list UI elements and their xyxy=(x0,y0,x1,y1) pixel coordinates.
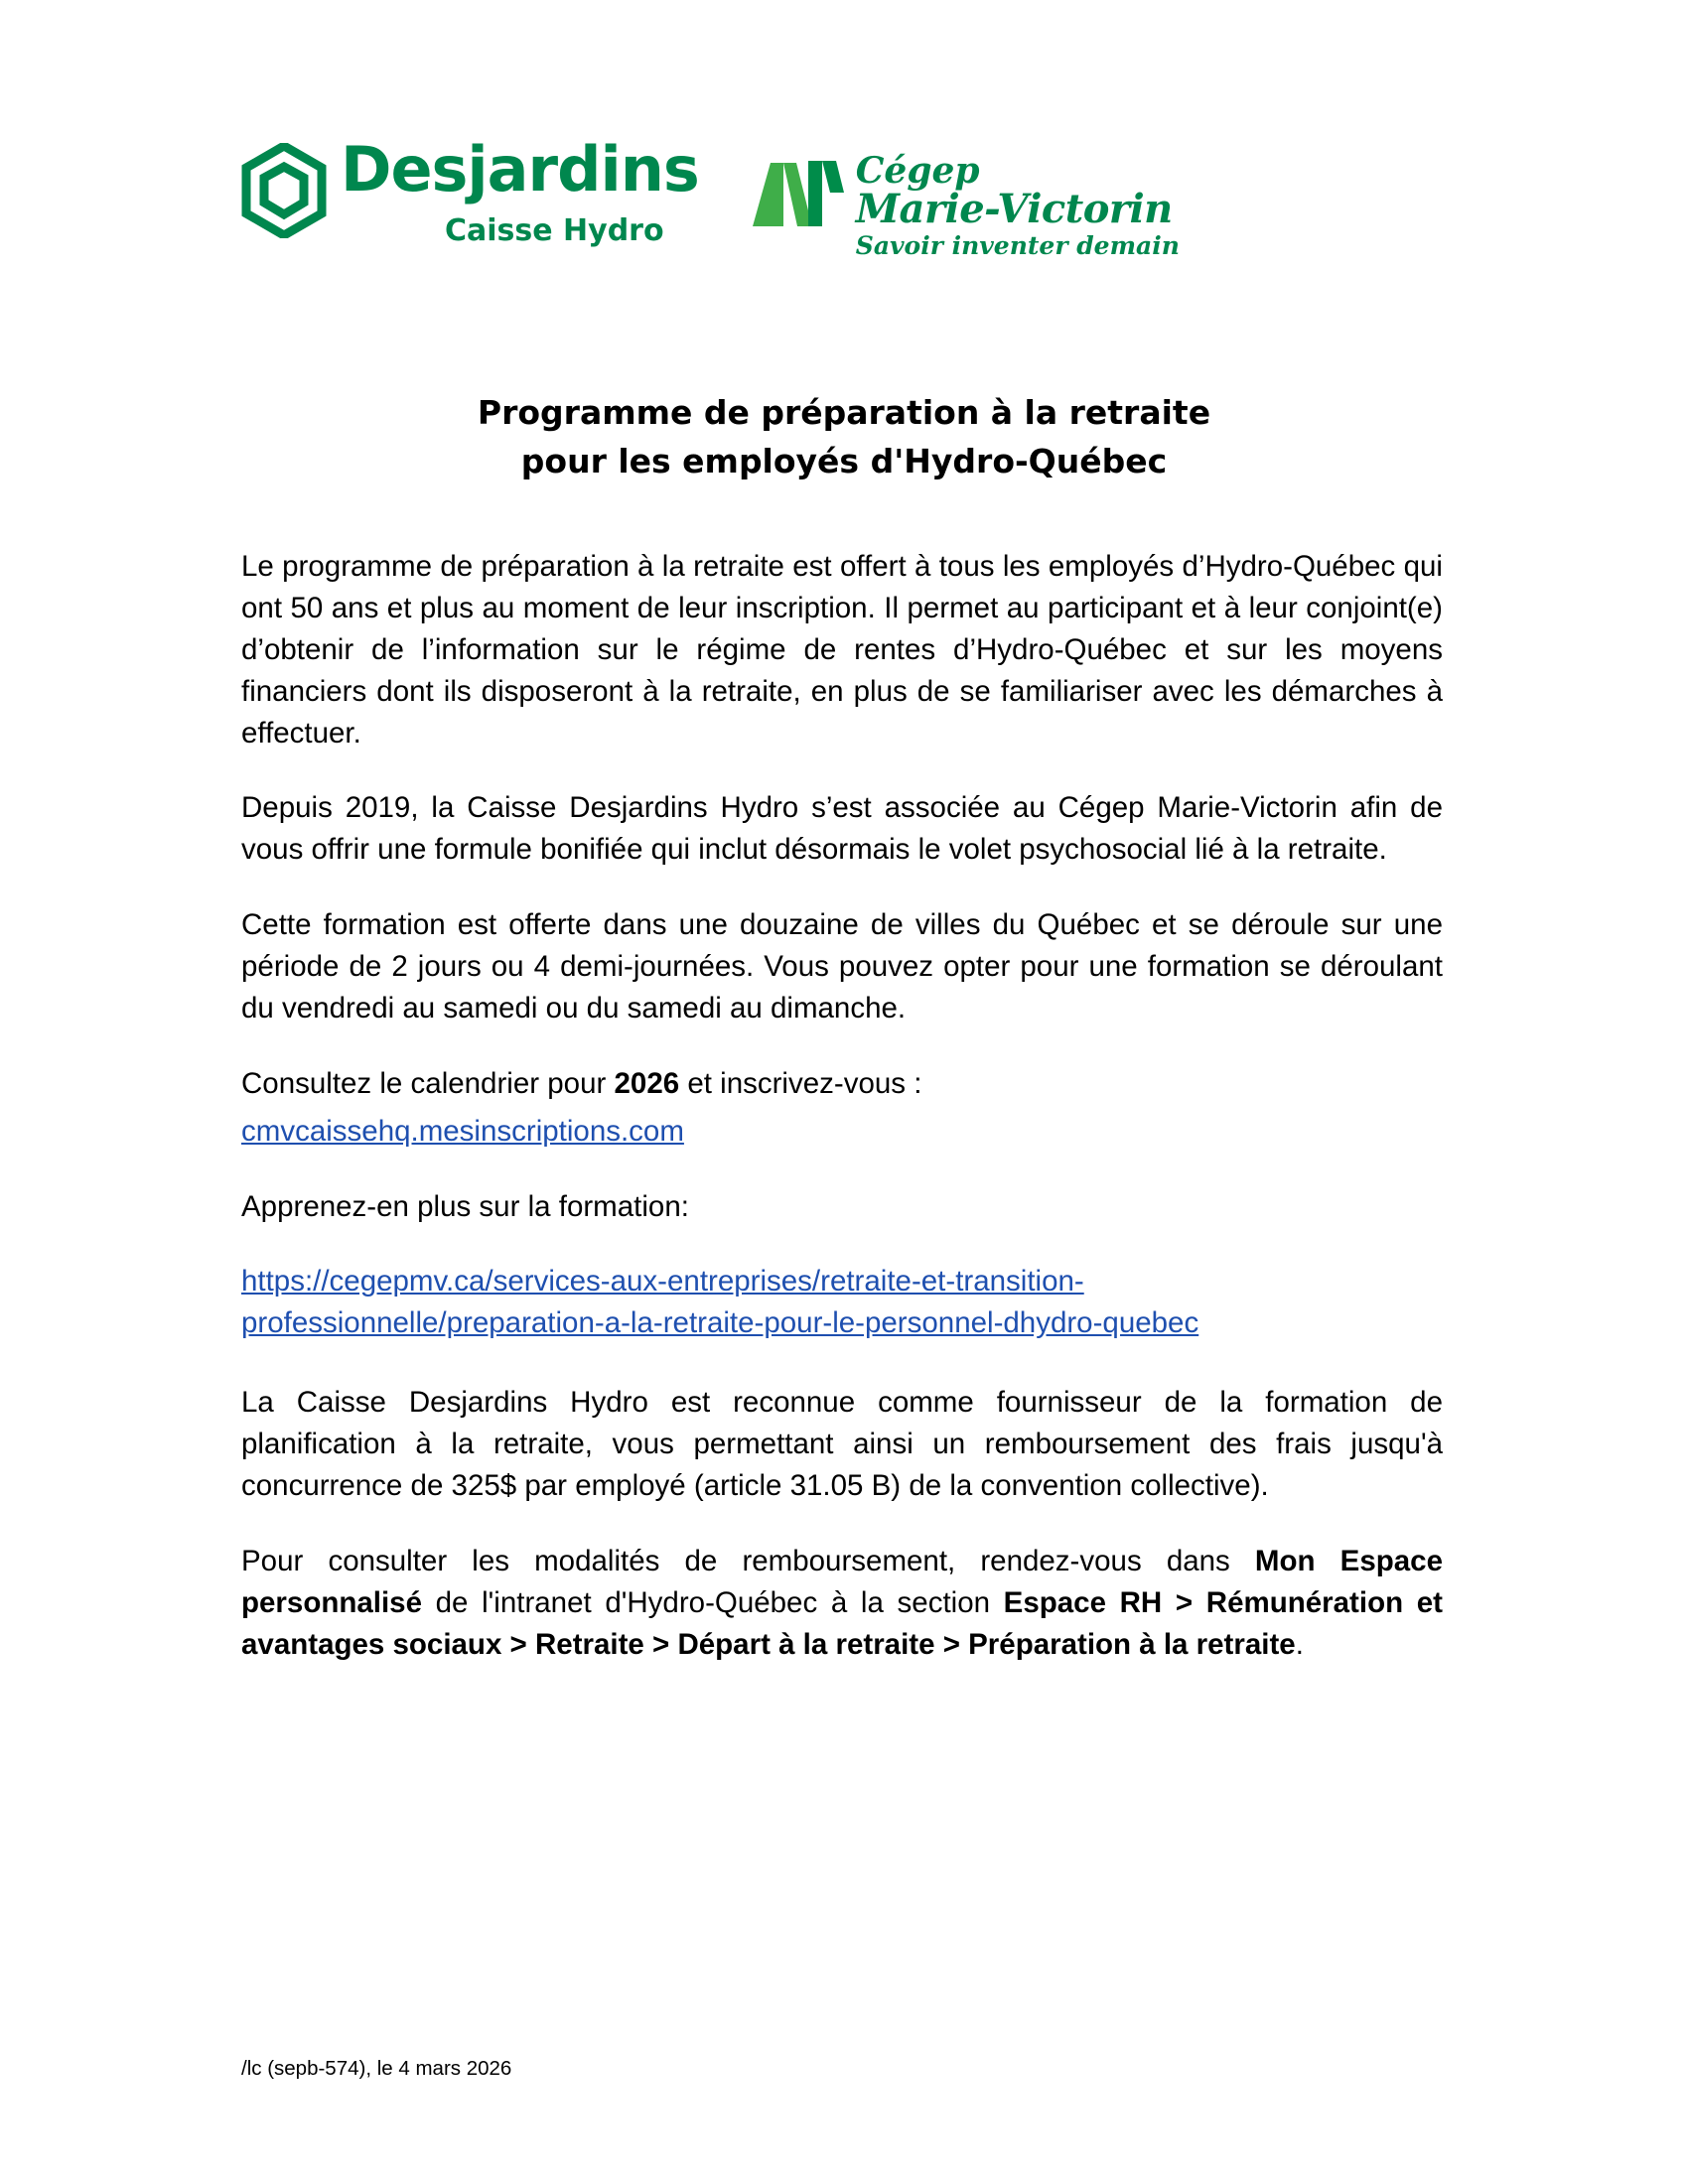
calendar-text-after: et inscrivez-vous : xyxy=(679,1066,922,1100)
cegep-name-line2: Marie-Victorin xyxy=(855,185,1173,232)
footer-reference: /lc (sepb-574), le 4 mars 2026 xyxy=(241,2057,512,2080)
course-link-line2: professionnelle/preparation-a-la-retraite-pour-le-personnel-dhydro-quebec xyxy=(241,1306,1199,1340)
intranet-bold-2: Espace RH > Rémunération et avantages sociaux > Retraite > Départ à la retraite > Préparation à la retraite xyxy=(241,1585,1443,1661)
intranet-bold-1: Mon Espace personnalisé xyxy=(241,1544,1443,1619)
cegep-mark-icon xyxy=(751,153,846,230)
cegep-name-line1: Cégep xyxy=(855,150,980,192)
paragraph-intranet xyxy=(241,1541,1443,1666)
intranet-text-end: . xyxy=(1295,1627,1304,1661)
paragraph-partnership: Depuis 2019, la Caisse Desjardins Hydro s’est associée au Cégep Marie-Victorin afin de vous offrir une formule bonifiée qui inclut désormais le volet psychosocial lié à la retraite. xyxy=(241,791,1443,867)
paragraph-calendar xyxy=(241,1063,1443,1105)
paragraph-reimbursement: La Caisse Desjardins Hydro est reconnue comme fournisseur de la formation de planification à la retraite, vous permettant ainsi un remboursement des frais jusqu'à concurrence de 325$ par employé (article 31.05 B) de la convention collective). xyxy=(241,1386,1443,1502)
registration-link-wrapper xyxy=(241,1111,1443,1153)
paragraph-format: Cette formation est offerte dans une douzaine de villes du Québec et se déroule sur une période de 2 jours ou 4 demi-journées. Vous pouvez opter pour une formation se déroulant du vendredi au samedi ou du samedi au dimanche. xyxy=(241,908,1443,1024)
registration-link[interactable]: cmvcaissehq.mesinscriptions.com xyxy=(241,1114,684,1148)
intranet-text-1: Pour consulter les modalités de remboursement, rendez-vous dans xyxy=(241,1544,1255,1577)
course-link[interactable] xyxy=(241,1265,1198,1339)
course-link-wrapper xyxy=(241,1261,1443,1344)
document-body xyxy=(241,546,1443,1699)
logo-band xyxy=(241,133,1180,260)
title-line-1: Programme de préparation à la retraite xyxy=(477,393,1211,432)
cegep-logo xyxy=(751,150,1180,260)
paragraph-learn-more: Apprenez-en plus sur la formation: xyxy=(241,1189,689,1223)
calendar-year: 2026 xyxy=(614,1066,680,1100)
calendar-text-before: Consultez le calendrier pour xyxy=(241,1066,615,1100)
intranet-text-2: de l'intranet d'Hydro-Québec à la section xyxy=(421,1585,1004,1619)
page-title xyxy=(0,389,1688,486)
title-line-2: pour les employés d'Hydro-Québec xyxy=(520,441,1168,480)
cegep-tagline: Savoir inventer demain xyxy=(855,230,1180,260)
paragraph-intro: Le programme de préparation à la retraite est offert à tous les employés d’Hydro-Québec qui ont 50 ans et plus au moment de leur inscription. Il permet au participant et à leur conjoint(e) d’obtenir de l’information sur le régime de rentes d’Hydro-Québec et sur les moyens financiers dont ils disposeront à la retraite, en plus de se familiariser avec les démarches à effectuer. xyxy=(241,550,1443,750)
desjardins-hexagon-icon xyxy=(241,143,327,238)
desjardins-wordmark: Desjardins xyxy=(341,133,699,205)
course-link-line1: https://cegepmv.ca/services-aux-entreprises/retraite-et-transition- xyxy=(241,1265,1084,1298)
desjardins-logo xyxy=(241,133,699,248)
caisse-hydro-label: Caisse Hydro xyxy=(445,213,664,248)
